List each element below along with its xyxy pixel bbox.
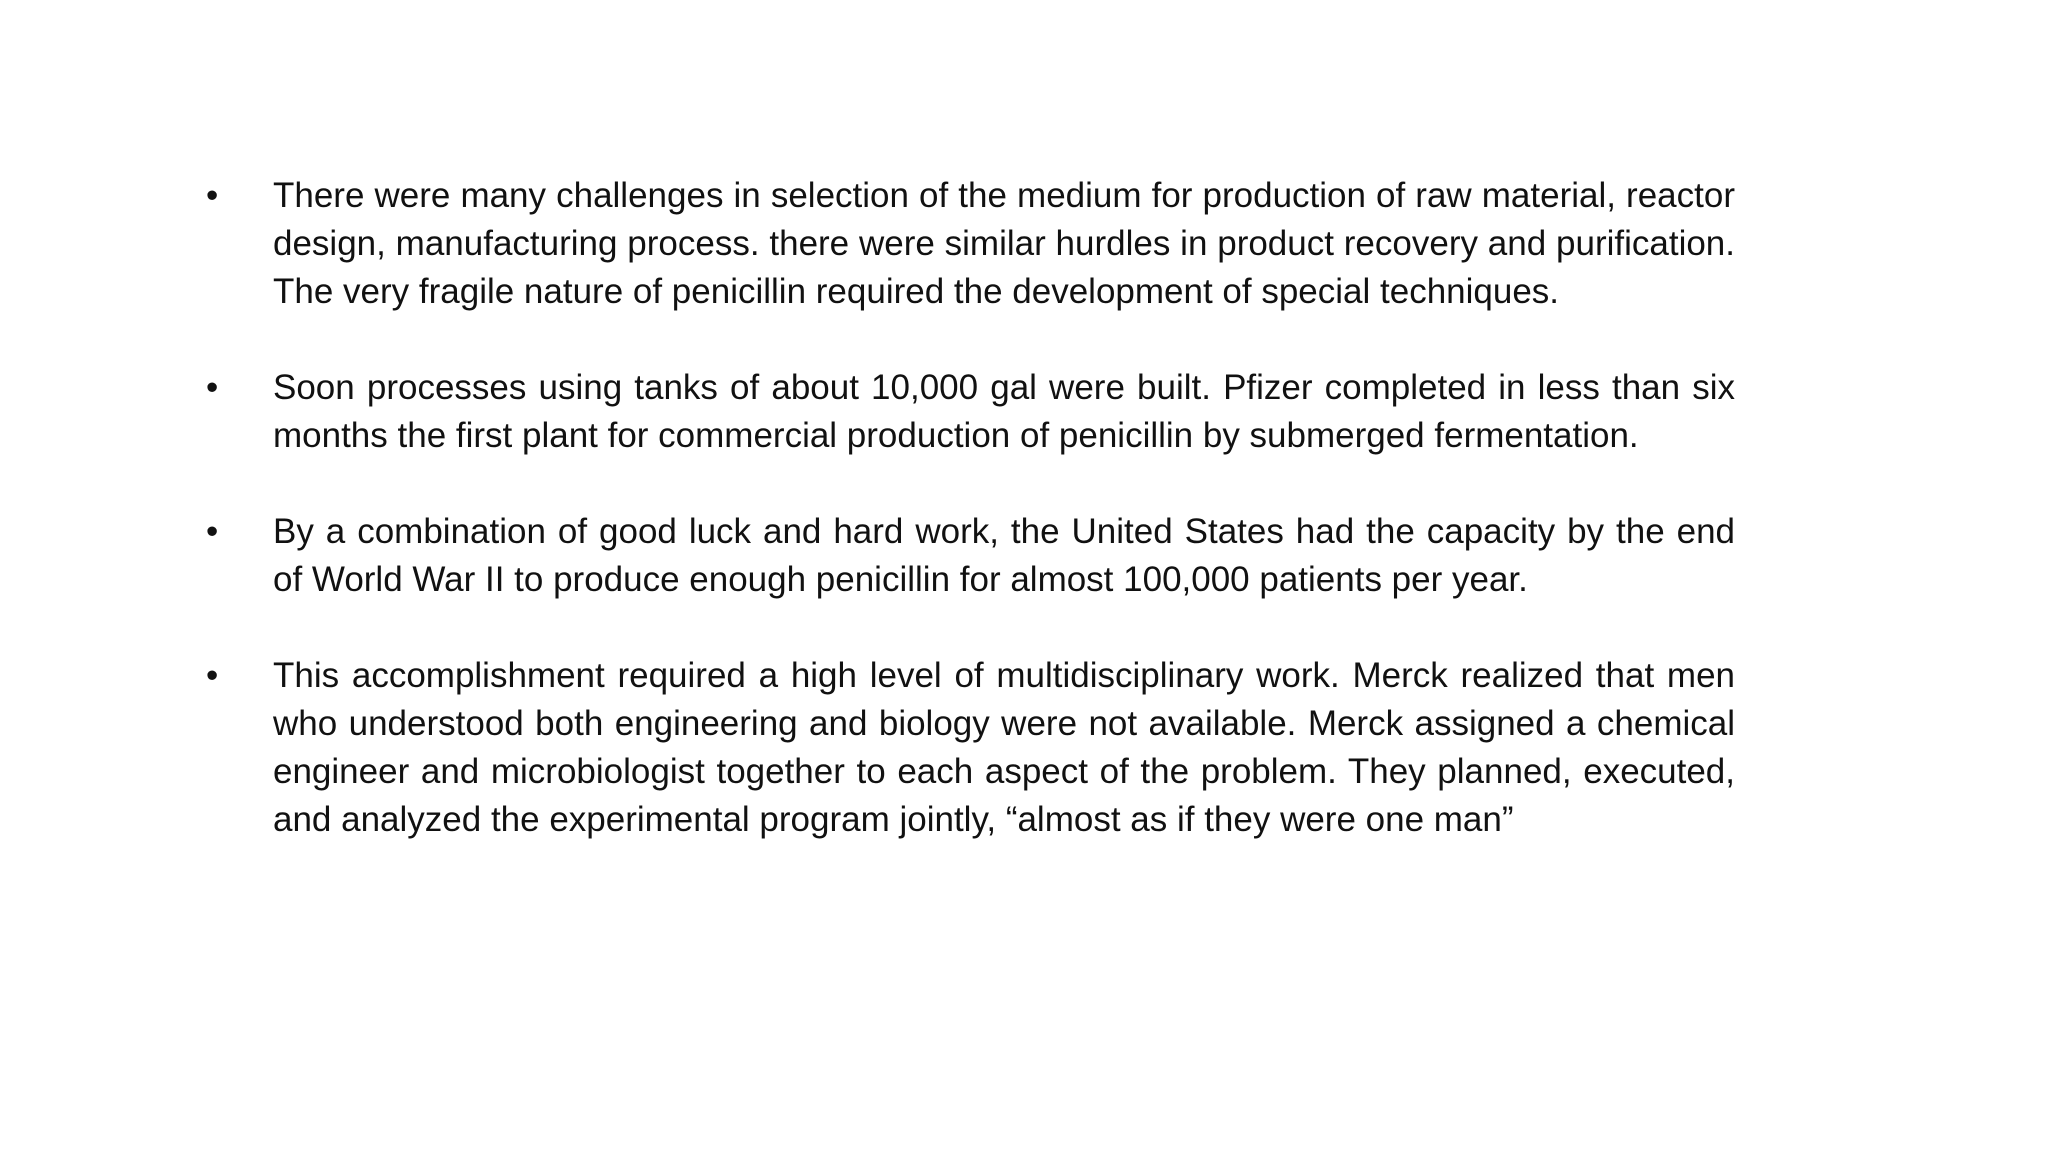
bullet-text: This accomplishment required a high level of multidisciplinary work. Merck realized that men who understood both engineering and biology were not available. Merck assigned a chemical engineer and microbiologist together to each aspect of the problem. They planned, executed, and analyzed the experimental program jointly, “almost as if they were one man” xyxy=(273,656,1735,839)
bullet-icon: • xyxy=(206,512,219,551)
bullet-icon: • xyxy=(206,656,219,695)
bullet-item-2 xyxy=(200,364,1735,460)
bullet-text: Soon processes using tanks of about 10,000 gal were built. Pfizer completed in less than six months the first plant for commercial production of penicillin by submerged fermentation. xyxy=(273,368,1735,455)
bullet-item-4 xyxy=(200,652,1735,844)
bullet-item-3 xyxy=(200,508,1735,604)
bullet-text: By a combination of good luck and hard work, the United States had the capacity by the end of World War II to produce enough penicillin for almost 100,000 patients per year. xyxy=(273,512,1735,599)
bullet-icon: • xyxy=(206,176,219,215)
bullet-icon: • xyxy=(206,368,219,407)
bullet-list xyxy=(200,172,1735,892)
bullet-item-1 xyxy=(200,172,1735,316)
bullet-text: There were many challenges in selection of the medium for production of raw material, reactor design, manufacturing process. there were similar hurdles in product recovery and purification. The very fragile nature of penicillin required the development of special techniques. xyxy=(273,176,1735,311)
